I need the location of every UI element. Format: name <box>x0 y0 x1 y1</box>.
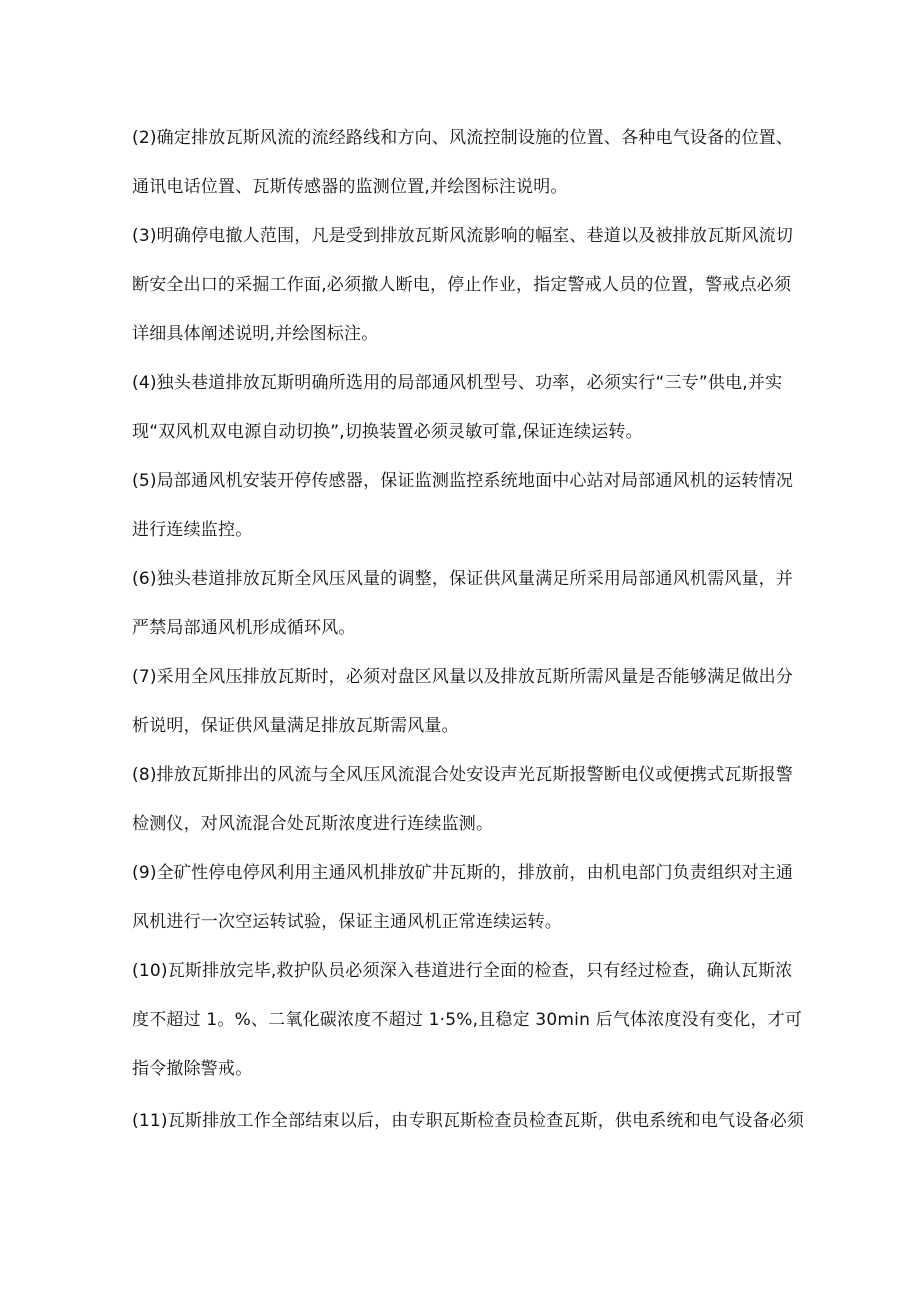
paragraph-6-line-1: (6)独头巷道排放瓦斯全风压风量的调整，保证供风量满足所采用局部通风机需风量，并 <box>132 569 794 589</box>
paragraph-4-line-2: 现“双风机双电源自动切换”,切换装置必须灵敏可靠,保证连续运转。 <box>132 422 643 442</box>
paragraph-6-line-2: 严禁局部通风机形成循环风。 <box>132 618 356 638</box>
paragraph-11-line-1: (11)瓦斯排放工作全部结束以后，由专职瓦斯检查员检查瓦斯，供电系统和电气设备必须 <box>132 1111 805 1131</box>
paragraph-3-line-3: 详细具体阐述说明,并绘图标注。 <box>132 324 379 344</box>
paragraph-2-line-1: (2)确定排放瓦斯风流的流经路线和方向、风流控制设施的位置、各种电气设备的位置、 <box>132 128 794 148</box>
paragraph-4-line-1: (4)独头巷道排放瓦斯明确所选用的局部通风机型号、功率，必须实行“三专”供电,并实 <box>132 373 783 393</box>
paragraph-5-line-2: 进行连续监控。 <box>132 520 253 540</box>
paragraph-10-line-1: (10)瓦斯排放完毕,救护队员必须深入巷道进行全面的检查，只有经过检查，确认瓦斯浓 <box>132 961 793 981</box>
paragraph-5-line-1: (5)局部通风机安装开停传感器，保证监测监控系统地面中心站对局部通风机的运转情况 <box>132 471 794 491</box>
paragraph-9-line-1: (9)全矿性停电停风利用主通风机排放矿井瓦斯的，排放前，由机电部门负责组织对主通 <box>132 863 794 883</box>
paragraph-2-line-2: 通讯电话位置、瓦斯传感器的监测位置,并绘图标注说明。 <box>132 177 568 197</box>
paragraph-7-line-1: (7)采用全风压排放瓦斯时，必须对盘区风量以及排放瓦斯所需风量是否能够满足做出分 <box>132 667 794 687</box>
paragraph-7-line-2: 析说明，保证供风量满足排放瓦斯需风量。 <box>132 716 459 736</box>
paragraph-9-line-2: 风机进行一次空运转试验，保证主通风机正常连续运转。 <box>132 912 562 932</box>
paragraph-8-line-2: 检测仪，对风流混合处瓦斯浓度进行连续监测。 <box>132 814 494 834</box>
paragraph-3-line-2: 断安全出口的采掘工作面,必须撤人断电，停止作业，指定警戒人员的位置，警戒点必须 <box>132 275 792 295</box>
paragraph-10-line-3: 指令撤除警戒。 <box>132 1059 253 1079</box>
paragraph-3-line-1: (3)明确停电撤人范围，凡是受到排放瓦斯风流影响的幅室、巷道以及被排放瓦斯风流切 <box>132 226 794 246</box>
paragraph-8-line-1: (8)排放瓦斯排出的风流与全风压风流混合处安设声光瓦斯报警断电仪或便携式瓦斯报警 <box>132 765 794 785</box>
paragraph-10-line-2: 度不超过 1。%、二氧化碳浓度不超过 1·5%,且稳定 30min 后气体浓度没有变化，才可 <box>132 1010 803 1030</box>
